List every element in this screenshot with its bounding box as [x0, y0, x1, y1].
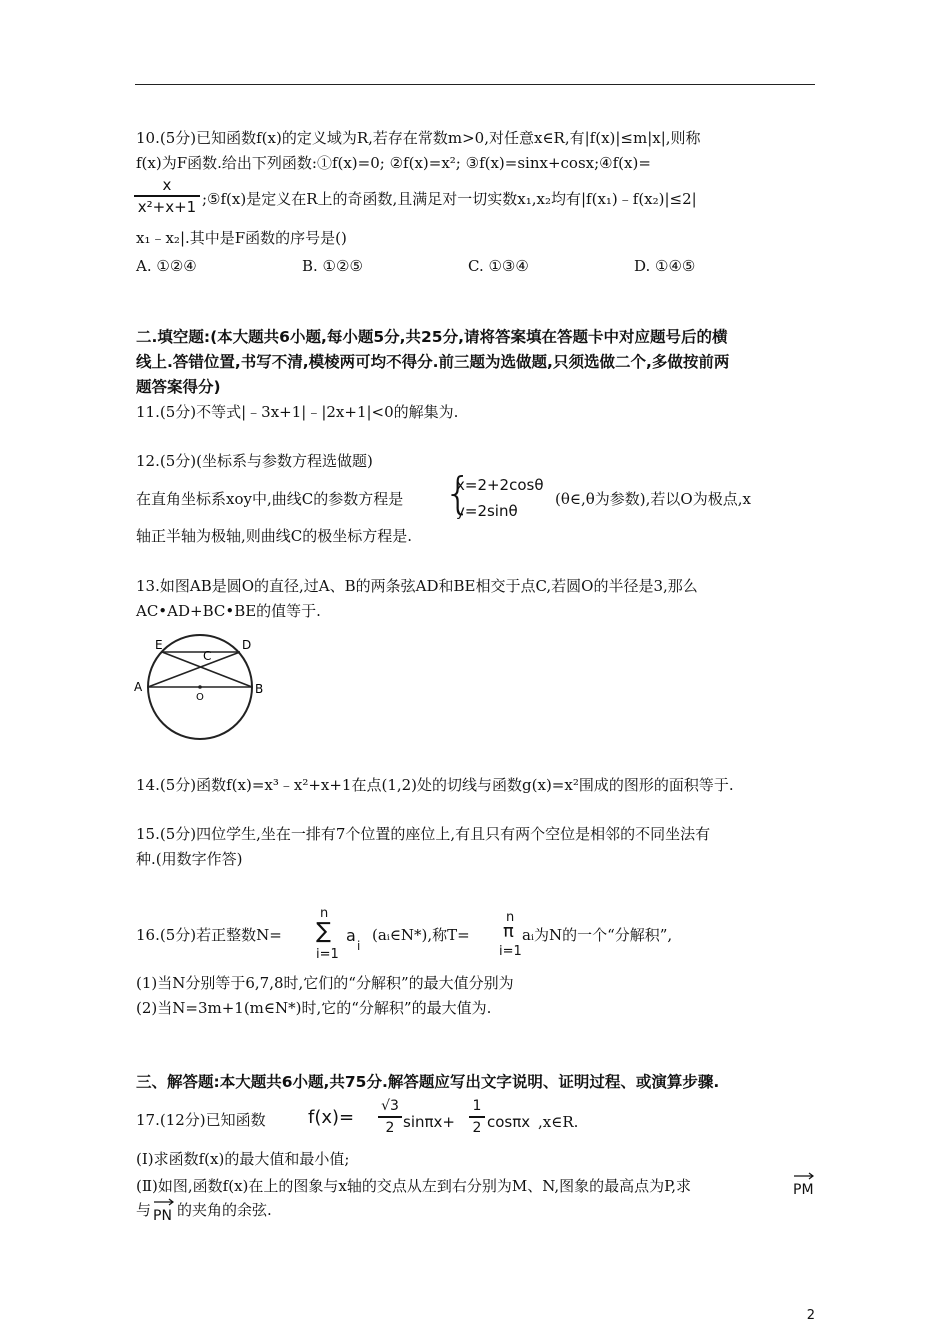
- q16-prod-bottom: i=1: [499, 944, 522, 959]
- q10-line3: ;⑤f(x)是定义在R上的奇函数,且满足对一切实数x₁,x₂均有|f(x₁)﹣f(x₂)|≤2|: [202, 190, 697, 208]
- vector-pn-label: PN: [153, 1208, 172, 1224]
- q10-line4: x₁﹣x₂|.其中是F函数的序号是(): [136, 229, 347, 247]
- vector-arrow-icon: [153, 1198, 175, 1206]
- q10-choice-b: B. ①②⑤: [302, 257, 363, 275]
- q16-mid: (aᵢ∈N*),称T=: [372, 926, 470, 944]
- q17-part2c: 的夹角的余弦.: [177, 1201, 272, 1219]
- q16-sum-sub: i: [357, 939, 361, 953]
- q17-sin-term: sinπx+: [403, 1113, 455, 1131]
- label-b: B: [255, 682, 264, 696]
- label-e: E: [155, 638, 163, 652]
- q10-frac-num: x: [162, 176, 172, 194]
- q17-fx: f(x)=: [308, 1107, 355, 1128]
- q17-frac1-bar: [378, 1116, 402, 1118]
- vector-arrow-icon: [793, 1172, 815, 1180]
- q16-prod-symbol: π: [503, 921, 514, 942]
- q12-eq1: x=2+2cosθ: [456, 476, 544, 494]
- q16-prod-top: n: [506, 910, 515, 925]
- q12-eq2: y=2sinθ: [456, 502, 518, 520]
- q10-choice-a: A. ①②④: [136, 257, 197, 275]
- q17-part2a: (Ⅱ)如图,函数f(x)在上的图象与x轴的交点从左到右分别为M、N,图象的最高点为P,求: [136, 1177, 691, 1195]
- q16-sum-top: n: [320, 906, 329, 921]
- q17-part2b: 与: [136, 1201, 152, 1219]
- q17-frac2-den: 2: [472, 1119, 482, 1136]
- q10-fraction: [134, 176, 200, 216]
- vector-pm: [793, 1168, 815, 1198]
- q11-text: 11.(5分)不等式|﹣3x+1|﹣|2x+1|<0的解集为.: [136, 403, 459, 421]
- section3-heading: 三、解答题:本大题共6小题,共75分.解答题应写出文字说明、证明过程、或演算步骤.: [136, 1073, 720, 1091]
- q12-line2b: (θ∈,θ为参数),若以O为极点,x: [555, 490, 751, 508]
- q16-sum-term: a: [346, 926, 356, 945]
- label-d: D: [242, 638, 252, 652]
- q16-sum-bottom: i=1: [316, 947, 339, 962]
- q16-sum-symbol: ∑: [316, 919, 331, 944]
- q16-part2: (2)当N=3m+1(m∈N*)时,它的“分解积”的最大值为.: [136, 999, 492, 1017]
- q10-frac-den: x²+x+1: [137, 197, 197, 216]
- q14-text: 14.(5分)函数f(x)=x³﹣x²+x+1在点(1,2)处的切线与函数g(x)=x²围成的图形的面积等于.: [136, 776, 734, 794]
- q15-line2: 种.(用数字作答): [136, 850, 243, 868]
- label-o: O: [196, 692, 204, 703]
- q17-cos-term: cosπx: [487, 1113, 531, 1131]
- q17-suffix: ,x∈R.: [538, 1113, 579, 1131]
- q12-line2a: 在直角坐标系xoy中,曲线C的参数方程是: [136, 490, 404, 508]
- q17-frac1-num: √3: [381, 1098, 399, 1114]
- q12-line3: 轴正半轴为极轴,则曲线C的极坐标方程是.: [136, 527, 413, 545]
- q10-choice-d: D. ①④⑤: [634, 257, 696, 275]
- label-c: C: [203, 649, 212, 663]
- q10-line2: f(x)为F函数.给出下列函数:①f(x)=0; ②f(x)=x²; ③f(x)=sinx+cosx;④f(x)=: [136, 154, 651, 172]
- q13-line1: 13.如图AB是圆O的直径,过A、B的两条弦AD和BE相交于点C,若圆O的半径是3,那么: [136, 577, 698, 595]
- q12-line1: 12.(5分)(坐标系与参数方程选做题): [136, 452, 373, 470]
- q10-choice-c: C. ①③④: [468, 257, 529, 275]
- q16-prefix: 16.(5分)若正整数N=: [136, 926, 282, 944]
- q17-frac-sqrt3-2: [378, 1097, 402, 1137]
- vector-pm-label: PM: [793, 1182, 814, 1198]
- q13-circle-figure: [132, 630, 272, 742]
- q17-frac1-den: 2: [385, 1119, 395, 1136]
- center-point: [198, 685, 202, 689]
- q17-frac2-num: 1: [472, 1098, 482, 1114]
- label-a: A: [134, 680, 143, 694]
- q16-part1: (1)当N分别等于6,7,8时,它们的“分解积”的最大值分别为: [136, 974, 514, 992]
- q16-suffix: aᵢ为N的一个“分解积”,: [522, 926, 673, 944]
- q15-line1: 15.(5分)四位学生,坐在一排有7个位置的座位上,有且只有两个空位是相邻的不同坐法有: [136, 825, 711, 843]
- vector-pn: [153, 1194, 175, 1224]
- page-number: 2: [806, 1308, 815, 1323]
- q17-frac2-bar: [469, 1116, 485, 1118]
- section2-heading-line3: 题答案得分): [136, 378, 221, 396]
- q17-frac-1-2: [469, 1097, 485, 1137]
- q17-prefix: 17.(12分)已知函数: [136, 1111, 266, 1129]
- section2-heading-line2: 线上.答错位置,书写不清,模棱两可均不得分.前三题为选做题,只须选做二个,多做按前两: [136, 353, 730, 371]
- q10-line1: 10.(5分)已知函数f(x)的定义域为R,若存在常数m>0,对任意x∈R,有|f(x)|≤m|x|,则称: [136, 129, 701, 147]
- q12-brace: {: [444, 468, 472, 519]
- section2-heading-line1: 二.填空题:(本大题共6小题,每小题5分,共25分,请将答案填在答题卡中对应题号后的横: [136, 328, 728, 346]
- chord-ad: [148, 652, 240, 687]
- header-rule: [135, 84, 815, 85]
- q17-part1: (Ⅰ)求函数f(x)的最大值和最小值;: [136, 1150, 350, 1168]
- q10-frac-bar: [134, 195, 200, 197]
- q13-line2: AC•AD+BC•BE的值等于.: [136, 602, 321, 620]
